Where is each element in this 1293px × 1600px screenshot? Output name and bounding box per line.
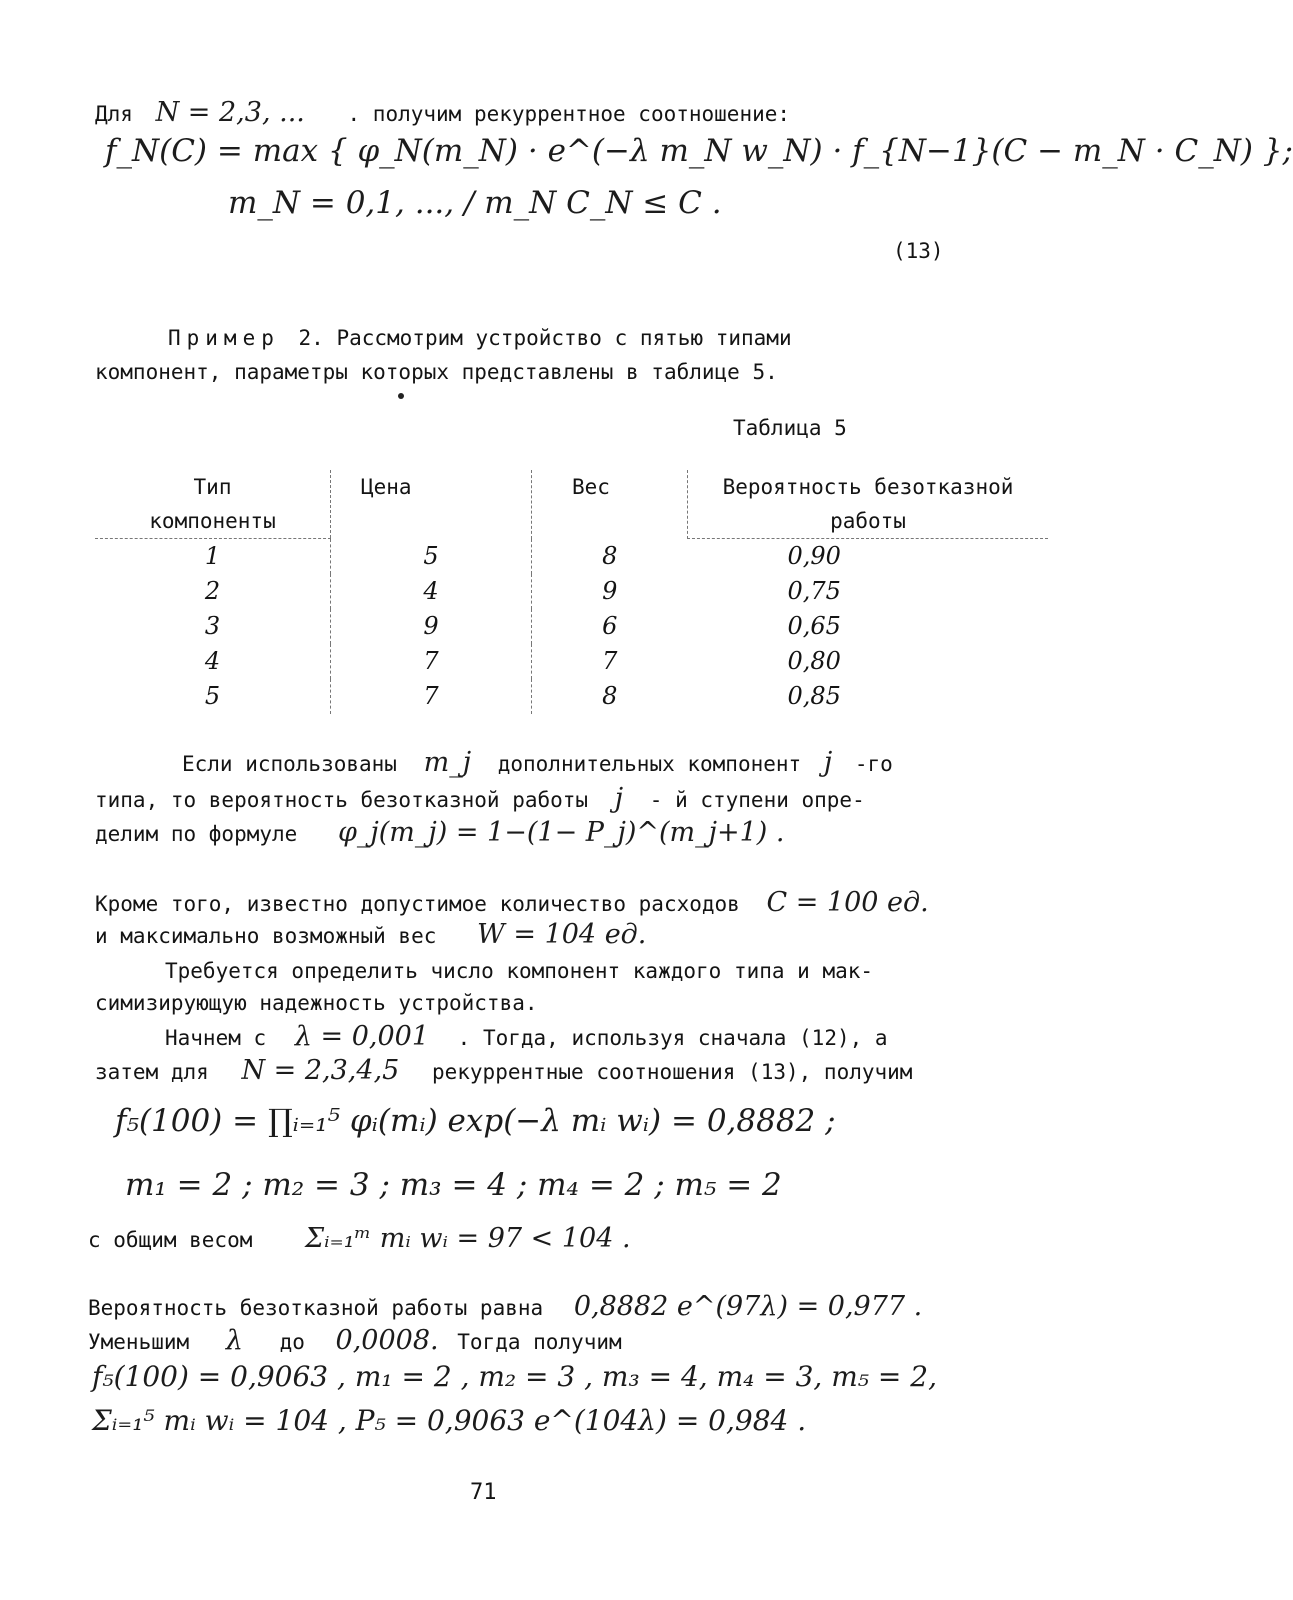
page-number: 71 xyxy=(470,1480,497,1505)
math-lambda: λ xyxy=(225,1325,243,1356)
math-lambda-value: 0,0008. xyxy=(335,1325,439,1356)
cell-probability: 0,85 xyxy=(787,682,841,710)
cell-type: 4 xyxy=(204,647,221,675)
text-span: делим по формуле xyxy=(95,822,298,846)
text-span: . Тогда, используя сначала (12), а xyxy=(457,1026,888,1050)
text-span: с общим весом xyxy=(88,1228,253,1252)
paragraph-line xyxy=(95,1055,913,1086)
ink-speck xyxy=(398,393,404,399)
cell-type: 2 xyxy=(204,577,221,605)
header-price-label: Цена xyxy=(361,475,412,499)
table-row xyxy=(95,609,1048,644)
result-equation-2: f₅(100) = 0,9063 , m₁ = 2 , m₂ = 3 , m₃ = 4, m₄ = 3, m₅ = 2, xyxy=(92,1360,937,1393)
cell-weight: 8 xyxy=(532,539,688,575)
reliability-formula: φ_j(m_j) = 1−(1− P_j)^(m_j+1) . xyxy=(337,817,785,848)
cell-weight: 9 xyxy=(532,574,688,609)
math-lambda: λ = 0,001 xyxy=(294,1021,430,1052)
cell-probability: 0,75 xyxy=(787,577,841,605)
table-title: Таблица 5 xyxy=(733,416,847,440)
example-label: Пример xyxy=(168,326,280,350)
paragraph-line: Требуется определить число компонент каждого типа и мак- xyxy=(165,959,874,983)
text-span: - й ступени опре- xyxy=(649,788,865,812)
cell-probability: 0,65 xyxy=(787,612,841,640)
result-sum-2: Σᵢ₌₁⁵ mᵢ wᵢ = 104 , P₅ = 0,9063 e^(104λ) = 0,984 . xyxy=(92,1404,807,1437)
header-type-line1: Тип xyxy=(193,475,232,499)
equation-number: (13) xyxy=(893,239,944,263)
paragraph-line: симизирующую надежность устройства. xyxy=(95,991,538,1015)
paragraph-line xyxy=(95,919,647,950)
paragraph-line xyxy=(88,1291,923,1322)
cell-price: 4 xyxy=(331,574,532,609)
text-span: и максимально возможный вес xyxy=(95,924,437,948)
text-span: Вероятность безотказной работы равна xyxy=(88,1296,544,1320)
paragraph-line xyxy=(95,887,929,918)
cell-price: 5 xyxy=(331,539,532,575)
text-span: Начнем с xyxy=(165,1026,267,1050)
cell-weight: 7 xyxy=(532,644,688,679)
result-m-values: m₁ = 2 ; m₂ = 3 ; m₃ = 4 ; m₄ = 2 ; m₅ = 2 xyxy=(125,1167,782,1203)
table-header-row xyxy=(95,470,1048,539)
math-j: j xyxy=(614,783,624,814)
text-span: до xyxy=(279,1330,305,1354)
math-cost-limit: C = 100 ед. xyxy=(766,887,929,918)
cell-type: 5 xyxy=(204,682,221,710)
table-row xyxy=(95,644,1048,679)
recurrence-equation: f_N(C) = max { φ_N(m_N) · e^(−λ m_N w_N) · f_{N−1}(C − m_N · C_N) }; xyxy=(105,133,1293,169)
paragraph-line xyxy=(182,747,893,778)
math-n-range: N = 2,3,4,5 xyxy=(241,1055,400,1086)
intro-math: N = 2,3, ... xyxy=(155,97,305,128)
header-prob-line2: работы xyxy=(830,509,906,533)
cell-price: 9 xyxy=(331,609,532,644)
text-span: -го xyxy=(854,752,893,776)
header-type-line2: компоненты xyxy=(149,509,276,533)
intro-prefix: Для xyxy=(95,102,133,126)
paragraph-line xyxy=(95,817,785,848)
text-span: затем для xyxy=(95,1060,209,1084)
result-equation: f₅(100) = ∏ᵢ₌₁⁵ φᵢ(mᵢ) exp(−λ mᵢ wᵢ) = 0,8882 ; xyxy=(115,1103,836,1139)
intro-line xyxy=(95,97,791,128)
text-span: Если использованы xyxy=(182,752,397,776)
text-span: Кроме того, известно допустимое количество расходов xyxy=(95,892,740,916)
cell-weight: 6 xyxy=(532,609,688,644)
math-mj: m_j xyxy=(423,747,472,778)
header-weight xyxy=(532,470,688,539)
header-type xyxy=(95,470,331,539)
math-j: j xyxy=(823,747,833,778)
cell-probability: 0,90 xyxy=(787,542,841,570)
header-weight-label: Вес xyxy=(572,475,610,499)
math-weight-sum: Σᵢ₌₁ᵐ mᵢ wᵢ = 97 < 104 . xyxy=(305,1223,631,1254)
text-span: Тогда получим xyxy=(457,1330,622,1354)
header-prob-line1: Вероятность безотказной xyxy=(722,475,1014,499)
recurrence-condition: m_N = 0,1, ..., / m_N C_N ≤ C . xyxy=(228,185,722,221)
example-line-2: компонент, параметры которых представлены в таблице 5. xyxy=(95,360,778,384)
example-text: 2. Рассмотрим устройство с пятью типами xyxy=(298,326,792,350)
paragraph-line xyxy=(88,1223,631,1254)
cell-price: 7 xyxy=(331,679,532,714)
paragraph-line xyxy=(165,1021,888,1052)
cell-weight: 8 xyxy=(532,679,688,714)
text-span: типа, то вероятность безотказной работы xyxy=(95,788,589,812)
cell-probability: 0,80 xyxy=(787,647,841,675)
table-row xyxy=(95,539,1048,575)
math-weight-limit: W = 104 ед. xyxy=(477,919,647,950)
text-span: рекуррентные соотношения (13), получим xyxy=(431,1060,913,1084)
text-span: Уменьшим xyxy=(88,1330,190,1354)
table-row xyxy=(95,574,1048,609)
math-reliability: 0,8882 e^(97λ) = 0,977 . xyxy=(573,1291,923,1322)
cell-price: 7 xyxy=(331,644,532,679)
paragraph-line xyxy=(95,783,865,814)
table-row xyxy=(95,679,1048,714)
example-line xyxy=(168,325,792,351)
cell-type: 3 xyxy=(204,612,221,640)
text-span: дополнительных компонент xyxy=(497,752,802,776)
components-table xyxy=(95,470,1048,714)
header-price xyxy=(331,470,532,539)
intro-text: . получим рекуррентное соотношение: xyxy=(347,102,791,126)
paragraph-line xyxy=(88,1325,622,1356)
cell-type: 1 xyxy=(204,542,221,570)
header-probability xyxy=(688,470,1049,539)
